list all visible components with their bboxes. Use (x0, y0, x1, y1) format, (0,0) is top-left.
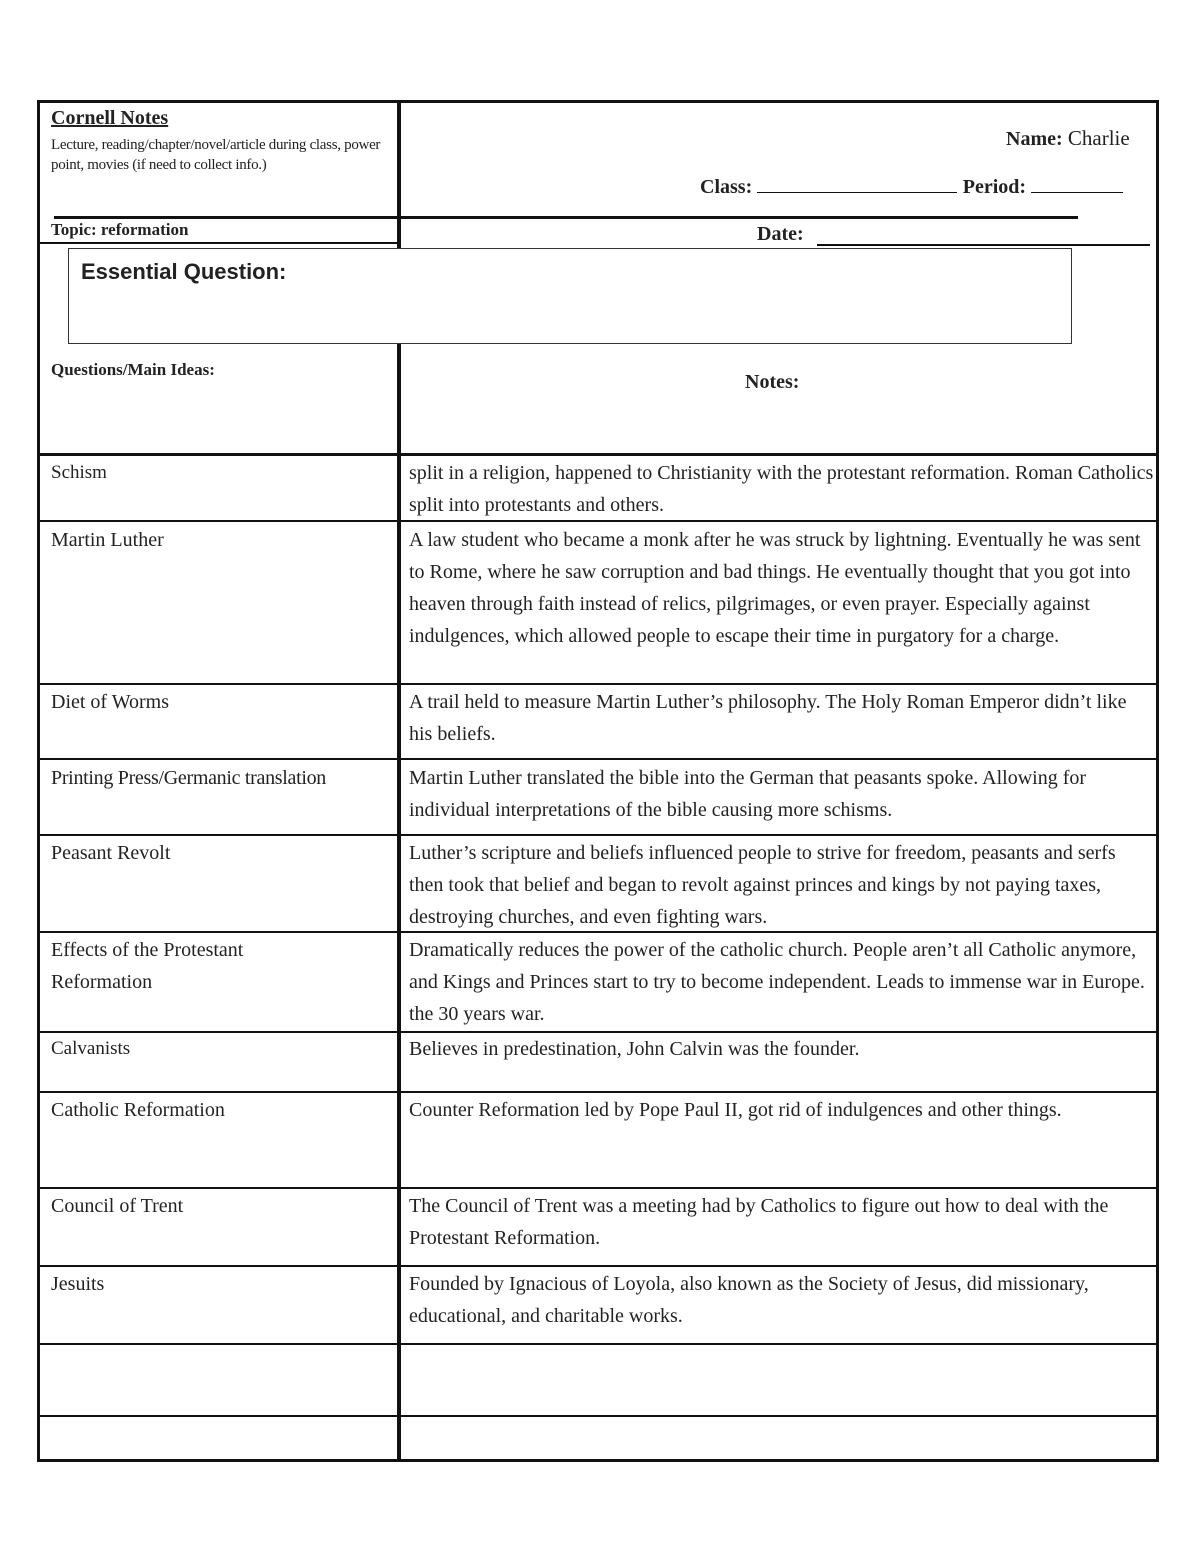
row-rule (40, 1265, 1156, 1267)
row-rule (40, 758, 1156, 760)
essential-question-box[interactable] (68, 248, 1072, 344)
row-rule (40, 453, 1156, 456)
row-rule (40, 1187, 1156, 1189)
row-rule (40, 683, 1156, 685)
column-divider-top (397, 103, 401, 248)
term-cell[interactable]: Schism (51, 462, 107, 483)
term-cell[interactable]: Jesuits (51, 1273, 105, 1295)
header-bottom-rule-left (40, 242, 397, 244)
row-rule (40, 834, 1156, 836)
topic-rule (54, 216, 1078, 219)
class-field[interactable] (757, 174, 957, 193)
topic-label: Topic: reformation (51, 220, 189, 239)
period-field[interactable] (1031, 174, 1123, 193)
note-cell[interactable]: Martin Luther translated the bible into the German that peasants spoke. Allowing for individual interpretations of the bible causing more schisms. (409, 767, 1087, 821)
essential-question-label: Essential Question: (81, 259, 287, 284)
date-label: Date: (757, 223, 804, 245)
column-divider-main (397, 344, 401, 1459)
term-cell[interactable]: Peasant Revolt (51, 842, 171, 864)
note-cell[interactable]: A law student who became a monk after he was struck by lightning. Eventually he was sent to Rome, where he saw corruption and bad things. He eventually thought that you got into heaven through faith instead of relics, pilgrimages, or even prayer. Especially against indulgences, which allowed people to escape their time in purgatory for a charge. (409, 529, 1141, 647)
cornell-notes-page (37, 100, 1159, 1462)
questions-main-ideas-header: Questions/Main Ideas: (51, 360, 215, 379)
term-cell[interactable]: Catholic Reformation (51, 1099, 225, 1121)
note-cell[interactable]: Founded by Ignacious of Loyola, also known as the Society of Jesus, did missionary, educational, and charitable works. (409, 1273, 1089, 1327)
term-cell[interactable]: Martin Luther (51, 529, 164, 551)
term-cell[interactable]: Calvanists (51, 1038, 131, 1059)
date-underline (817, 244, 1150, 246)
class-label: Class: (700, 176, 753, 198)
notes-header: Notes: (745, 371, 800, 393)
row-rule (40, 1091, 1156, 1093)
term-cell[interactable]: Diet of Worms (51, 691, 170, 713)
note-cell[interactable]: Dramatically reduces the power of the catholic church. People aren’t all Catholic anymore, and Kings and Princes start to try to become independent. Leads to immense war in Europe. the 30 years war. (409, 939, 1145, 1025)
date-line (757, 221, 804, 246)
note-cell[interactable]: A trail held to measure Martin Luther’s philosophy. The Holy Roman Emperor didn’t like his beliefs. (409, 691, 1127, 745)
page-title: Cornell Notes (51, 107, 169, 129)
term-cell[interactable]: Printing Press/Germanic translation (51, 767, 327, 789)
name-label: Name: (1006, 128, 1063, 150)
note-cell[interactable]: split in a religion, happened to Christianity with the protestant reformation. Roman Catholics split into protestants and others. (409, 462, 1154, 516)
period-label: Period: (962, 176, 1027, 198)
term-cell[interactable]: Effects of the Protestant Reformation (51, 939, 244, 993)
note-cell[interactable]: Believes in predestination, John Calvin was the founder. (409, 1038, 860, 1060)
name-value[interactable]: Charlie (1067, 126, 1130, 150)
page-subtitle: Lecture, reading/chapter/novel/article during class, power point, movies (if need to collect info.) (51, 137, 381, 173)
name-line (1006, 126, 1130, 151)
row-rule (40, 1343, 1156, 1345)
note-cell[interactable]: The Council of Trent was a meeting had by Catholics to figure out how to deal with the Protestant Reformation. (409, 1195, 1109, 1249)
note-cell[interactable]: Luther’s scripture and beliefs influenced people to strive for freedom, peasants and serfs then took that belief and began to revolt against princes and kings by not paying taxes, destroying churches, and even fighting wars. (409, 842, 1116, 928)
term-cell[interactable]: Council of Trent (51, 1195, 184, 1217)
note-cell[interactable]: Counter Reformation led by Pope Paul II, got rid of indulgences and other things. (409, 1099, 1062, 1121)
class-period-line (700, 174, 1123, 199)
row-rule (40, 1415, 1156, 1417)
